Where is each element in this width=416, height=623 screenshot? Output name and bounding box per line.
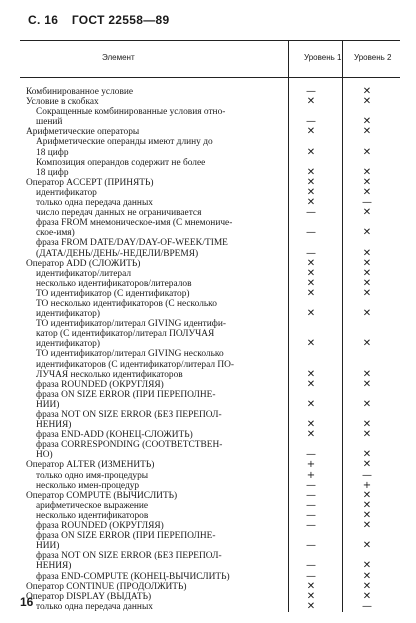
element-cell: НЕНИЯ) — [36, 561, 72, 572]
level2-cell: ✕ — [362, 459, 372, 471]
table-row — [20, 592, 400, 602]
table-row — [20, 370, 400, 380]
level1-cell: ✕ — [306, 338, 316, 350]
element-cell: идентификатор — [36, 187, 97, 198]
element-cell: идентификаторов (С идентификатор/литерал ПО- — [36, 359, 235, 370]
level1-cell: — — [306, 509, 316, 521]
level2-cell: ✕ — [362, 176, 372, 188]
level2-cell: ✕ — [362, 257, 372, 269]
table-row — [20, 501, 400, 511]
table-row — [20, 309, 400, 319]
level1-cell: — — [306, 540, 316, 552]
level1-cell: — — [306, 570, 316, 582]
element-cell: Комбинированное условие — [26, 87, 134, 97]
element-cell: фраза ROUNDED (ОКРУГЛЯЯ) — [36, 379, 164, 390]
level1-cell: — — [306, 560, 316, 572]
table-row — [20, 97, 400, 107]
table-row — [20, 349, 400, 359]
table-row — [20, 561, 400, 571]
table-row — [20, 360, 400, 370]
element-cell: число передач данных не ограничивается — [36, 208, 202, 219]
level2-cell: — — [362, 197, 372, 209]
level1-cell: — — [306, 247, 316, 259]
element-cell: фраза ON SIZE ERROR (ПРИ ПЕРЕПОЛНЕ- — [36, 389, 216, 400]
table-row — [20, 521, 400, 531]
table-row — [20, 158, 400, 168]
table-row — [20, 551, 400, 561]
table-row — [20, 127, 400, 137]
element-cell: несколько идентификаторов — [36, 510, 149, 521]
level1-cell: — — [306, 479, 316, 491]
level2-cell: ✕ — [362, 146, 372, 158]
header-level2: Уровень 2 — [354, 53, 392, 62]
table-row — [20, 531, 400, 541]
element-cell: Оператор COMPUTE (ВЫЧИСЛИТЬ) — [26, 490, 178, 501]
level2-cell: ✕ — [362, 126, 372, 138]
level1-cell: — — [306, 116, 316, 128]
level1-cell: ✕ — [306, 277, 316, 289]
table-row — [20, 420, 400, 430]
element-cell: фраза CORRESPONDING (СООТВЕТСТВЕН- — [36, 440, 223, 451]
level1-cell: ✕ — [306, 96, 316, 108]
element-cell: Оператор ADD (СЛОЖИТЬ) — [26, 258, 141, 269]
element-cell: фраза ON SIZE ERROR (ПРИ ПЕРЕПОЛНЕ- — [36, 531, 216, 542]
level1-cell: ✕ — [306, 368, 316, 380]
level2-cell: ✕ — [362, 287, 372, 299]
level2-cell: ✕ — [362, 398, 372, 410]
table-header — [20, 40, 400, 78]
level2-cell: ✕ — [362, 207, 372, 219]
element-cell: Арифметические операторы — [26, 127, 140, 138]
level1-cell: — — [306, 227, 316, 239]
level1-cell: — — [306, 86, 316, 97]
element-cell: НО) — [36, 450, 53, 461]
table-row — [20, 148, 400, 158]
table-row — [20, 319, 400, 329]
element-cell: TO идентификатор (С идентификатор) — [36, 288, 190, 299]
level1-cell: ✕ — [306, 287, 316, 299]
element-cell: Сокращенные комбинированные условия отно- — [36, 107, 226, 118]
level1-cell: — — [306, 207, 316, 219]
table-row — [20, 249, 400, 259]
element-cell: фраза NOT ON SIZE ERROR (БЕЗ ПЕРЕПОЛ- — [36, 551, 222, 562]
table-row — [20, 269, 400, 279]
element-cell: фраза END-ADD (КОНЕЦ-СЛОЖИТЬ) — [36, 430, 193, 441]
table-row — [20, 582, 400, 592]
level2-cell: ✕ — [362, 590, 372, 602]
table-row — [20, 137, 400, 147]
standards-table — [20, 40, 400, 612]
standard-label: ГОСТ 22558—89 — [71, 13, 170, 27]
level2-cell: ✕ — [362, 509, 372, 521]
header-level1: Уровень 1 — [304, 53, 342, 62]
level1-cell: ✕ — [306, 197, 316, 209]
page-header — [28, 13, 179, 27]
element-cell: Условие в скобках — [26, 97, 99, 108]
table-row — [20, 117, 400, 127]
level2-cell: ✕ — [362, 186, 372, 198]
level1-cell — [284, 349, 338, 359]
level2-cell — [338, 238, 396, 248]
element-cell: арифметическое выражение — [36, 500, 149, 511]
table-row — [20, 279, 400, 289]
level1-cell: ✕ — [306, 166, 316, 178]
table-row — [20, 238, 400, 248]
table-row — [20, 218, 400, 228]
page-number: 16 — [20, 595, 34, 609]
table-row — [20, 400, 400, 410]
element-cell: идентификатор) — [36, 309, 100, 320]
element-cell: идентификатор/литерал — [36, 268, 132, 279]
level2-cell: ✕ — [362, 338, 372, 350]
level1-cell: + — [306, 459, 316, 471]
level1-cell: ✕ — [306, 126, 316, 138]
element-cell: катор (С идентификатор/литерал ПОЛУЧАЯ — [36, 329, 215, 340]
level2-cell — [338, 319, 396, 329]
element-cell: 18 цифр — [36, 167, 69, 178]
element-cell: только одна передача данных — [36, 198, 153, 209]
level2-cell: ✕ — [362, 520, 372, 532]
element-cell: Оператор DISPLAY (ВЫДАТЬ) — [26, 591, 152, 602]
table-row — [20, 188, 400, 198]
level1-cell: + — [306, 469, 316, 481]
level1-cell — [284, 238, 338, 248]
table-row — [20, 440, 400, 450]
element-cell: 18 цифр — [36, 147, 69, 158]
level2-cell: ✕ — [362, 116, 372, 128]
level2-cell: ✕ — [362, 277, 372, 289]
table-row — [20, 228, 400, 238]
element-cell: несколько идентификаторов/литералов — [36, 278, 192, 289]
level2-cell: ✕ — [362, 166, 372, 178]
element-cell: идентификатор) — [36, 339, 100, 350]
element-cell: TO несколько идентификаторов (С несколько — [36, 298, 217, 309]
level2-cell: ✕ — [362, 540, 372, 552]
element-cell: (ДАТА/ДЕНЬ/ДЕНЬ/-НЕДЕЛИ/ВРЕМЯ) — [36, 248, 199, 259]
level2-cell: ✕ — [362, 580, 372, 592]
level1-cell: ✕ — [306, 580, 316, 592]
table-row — [20, 481, 400, 491]
level1-cell: ✕ — [306, 146, 316, 158]
table-row — [20, 289, 400, 299]
level1-cell: ✕ — [306, 419, 316, 431]
element-cell: НИИ) — [36, 399, 60, 410]
table-row — [20, 602, 400, 612]
level2-cell: ✕ — [362, 96, 372, 108]
element-cell: НЕНИЯ) — [36, 420, 72, 431]
table-row — [20, 198, 400, 208]
table-row — [20, 572, 400, 582]
table-row — [20, 259, 400, 269]
table-row — [20, 511, 400, 521]
table-row — [20, 410, 400, 420]
element-cell: Оператор ALTER (ИЗМЕНИТЬ) — [26, 460, 155, 471]
level1-cell: ✕ — [306, 600, 316, 612]
level1-cell — [284, 319, 338, 329]
header-element: Элемент — [102, 53, 135, 62]
level2-cell: ✕ — [362, 247, 372, 259]
element-cell: ское-имя) — [36, 228, 75, 239]
level2-cell: — — [362, 469, 372, 481]
table-row — [20, 178, 400, 188]
level2-cell: ✕ — [362, 378, 372, 390]
element-cell: Оператор CONTINUE (ПРОДОЛЖИТЬ) — [26, 581, 187, 592]
element-cell: TO идентификатор/литерал GIVING несколько — [36, 349, 224, 360]
level1-cell: — — [306, 499, 316, 511]
level1-cell: ✕ — [306, 257, 316, 269]
table-row — [20, 208, 400, 218]
level2-cell: ✕ — [362, 308, 372, 320]
element-cell: фраза END-COMPUTE (КОНЕЦ-ВЫЧИСЛИТЬ) — [36, 571, 230, 582]
level1-cell: ✕ — [306, 378, 316, 390]
level1-cell: ✕ — [306, 398, 316, 410]
level2-cell: ✕ — [362, 560, 372, 572]
element-cell: Арифметические операнды имеют длину до — [36, 137, 213, 148]
level2-cell: ✕ — [362, 267, 372, 279]
table-row — [20, 491, 400, 501]
element-cell: фраза NOT ON SIZE ERROR (БЕЗ ПЕРЕПОЛ- — [36, 410, 222, 420]
element-cell: фраза FROM мнемоническое-имя (С мнемониче- — [36, 218, 233, 229]
table-row — [20, 471, 400, 481]
element-cell: ЛУЧАЯ несколько идентификаторов — [36, 369, 183, 380]
table-row — [20, 339, 400, 349]
table-row — [20, 299, 400, 309]
level2-cell: ✕ — [362, 489, 372, 501]
element-cell: только одна передача данных — [36, 601, 153, 612]
level1-cell: — — [306, 520, 316, 532]
table-row — [20, 460, 400, 470]
table-row — [20, 450, 400, 460]
level1-cell: ✕ — [306, 308, 316, 320]
level1-cell: ✕ — [306, 176, 316, 188]
element-cell: фраза FROM DATE/DAY/DAY-OF-WEEK/TIME — [36, 238, 228, 249]
level2-cell: + — [362, 479, 372, 491]
level2-cell: ✕ — [362, 570, 372, 582]
level1-cell: — — [306, 449, 316, 461]
level2-cell: ✕ — [362, 449, 372, 461]
element-cell: шений — [36, 117, 63, 128]
level1-cell: ✕ — [306, 590, 316, 602]
level1-cell: ✕ — [306, 429, 316, 441]
level2-cell: ✕ — [362, 419, 372, 431]
level1-cell: ✕ — [306, 267, 316, 279]
table-row — [20, 541, 400, 551]
level2-cell: — — [362, 600, 372, 612]
table-row — [20, 380, 400, 390]
table-row — [20, 168, 400, 178]
table-body — [20, 78, 400, 612]
page-label: С. 16 — [28, 13, 59, 27]
level1-cell: ✕ — [306, 186, 316, 198]
level2-cell: ✕ — [362, 368, 372, 380]
table-row — [20, 107, 400, 117]
table-row — [20, 430, 400, 440]
level2-cell: ✕ — [362, 86, 372, 97]
level2-cell: ✕ — [362, 499, 372, 511]
element-cell: НИИ) — [36, 541, 60, 552]
table-row — [20, 329, 400, 339]
table-row — [20, 87, 400, 97]
element-cell: TO идентификатор/литерал GIVING идентифи- — [36, 319, 226, 330]
level2-cell: ✕ — [362, 227, 372, 239]
element-cell: несколько имен-процедур — [36, 480, 140, 491]
element-cell: фраза ROUNDED (ОКРУГЛЯЯ) — [36, 521, 164, 532]
element-cell: только одно имя-процедуры — [36, 470, 149, 481]
level2-cell: ✕ — [362, 429, 372, 441]
level1-cell: — — [306, 489, 316, 501]
level2-cell — [338, 349, 396, 359]
element-cell: Оператор ACCEPT (ПРИНЯТЬ) — [26, 177, 154, 188]
table-row — [20, 390, 400, 400]
element-cell: Композиция операндов содержит не более — [36, 157, 206, 168]
